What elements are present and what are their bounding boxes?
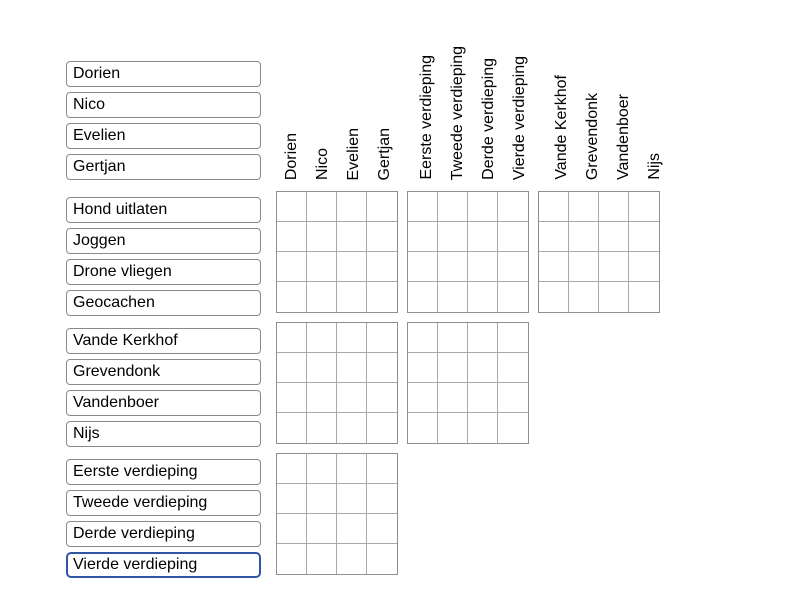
label-input-eerste-verdieping[interactable] bbox=[66, 459, 261, 485]
grid-cell[interactable] bbox=[277, 252, 307, 282]
grid-cell[interactable] bbox=[307, 484, 337, 514]
grid-cell[interactable] bbox=[629, 252, 659, 282]
col-header-tweede-verdieping: Tweede verdieping bbox=[449, 45, 467, 180]
col-header-eerste-verdieping: Eerste verdieping bbox=[418, 55, 436, 180]
col-header-nijs: Nijs bbox=[646, 153, 664, 180]
grid-cell[interactable] bbox=[307, 454, 337, 484]
grid-cell[interactable] bbox=[337, 544, 367, 574]
grid-cell[interactable] bbox=[468, 383, 498, 413]
grid-cell[interactable] bbox=[367, 353, 397, 383]
grid-cell[interactable] bbox=[498, 323, 528, 353]
grid-cell[interactable] bbox=[277, 282, 307, 312]
col-header-derde-verdieping: Derde verdieping bbox=[480, 58, 498, 180]
label-input-derde-verdieping[interactable] bbox=[66, 521, 261, 547]
grid-cell[interactable] bbox=[468, 323, 498, 353]
grid-cell[interactable] bbox=[337, 484, 367, 514]
grid-cell[interactable] bbox=[498, 192, 528, 222]
grid-cell[interactable] bbox=[629, 192, 659, 222]
grid-block-activities-names bbox=[276, 191, 398, 313]
grid-cell[interactable] bbox=[498, 222, 528, 252]
row-labels-floors bbox=[66, 453, 261, 578]
grid-cell[interactable] bbox=[438, 353, 468, 383]
grid-cell[interactable] bbox=[408, 222, 438, 252]
grid-cell[interactable] bbox=[408, 413, 438, 443]
col-header-vande-kerkhof: Vande Kerkhof bbox=[553, 75, 571, 180]
grid-cell[interactable] bbox=[629, 222, 659, 252]
label-input-geocachen[interactable] bbox=[66, 290, 261, 316]
grid-cell[interactable] bbox=[337, 192, 367, 222]
grid-cell[interactable] bbox=[307, 383, 337, 413]
grid-cell[interactable] bbox=[307, 544, 337, 574]
grid-cell[interactable] bbox=[337, 323, 367, 353]
label-input-vierde-verdieping-focused[interactable] bbox=[66, 552, 261, 578]
grid-cell[interactable] bbox=[307, 323, 337, 353]
grid-cell[interactable] bbox=[438, 323, 468, 353]
grid-cell[interactable] bbox=[468, 222, 498, 252]
label-input-evelien[interactable] bbox=[66, 123, 261, 149]
grid-cell[interactable] bbox=[408, 282, 438, 312]
grid-cell[interactable] bbox=[498, 413, 528, 443]
grid-cell[interactable] bbox=[468, 192, 498, 222]
column-header-group-names bbox=[276, 8, 401, 180]
grid-cell[interactable] bbox=[498, 383, 528, 413]
section-activities bbox=[66, 191, 800, 316]
col-header-gertjan: Gertjan bbox=[376, 127, 394, 180]
label-input-drone-vliegen[interactable] bbox=[66, 259, 261, 285]
grid-cell[interactable] bbox=[408, 323, 438, 353]
section-surnames bbox=[66, 322, 800, 447]
grid-cell[interactable] bbox=[367, 323, 397, 353]
grid-cell[interactable] bbox=[367, 383, 397, 413]
grid-cell[interactable] bbox=[307, 222, 337, 252]
label-input-vande-kerkhof[interactable] bbox=[66, 328, 261, 354]
grid-cell[interactable] bbox=[277, 383, 307, 413]
grid-cell[interactable] bbox=[367, 484, 397, 514]
grid-cell[interactable] bbox=[438, 413, 468, 443]
label-input-dorien[interactable] bbox=[66, 61, 261, 87]
grid-cell[interactable] bbox=[408, 252, 438, 282]
col-header-evelien: Evelien bbox=[345, 127, 363, 180]
blocks-surnames bbox=[276, 322, 529, 447]
header-row bbox=[66, 8, 800, 180]
blocks-activities bbox=[276, 191, 660, 316]
grid-cell[interactable] bbox=[569, 222, 599, 252]
label-input-nico[interactable] bbox=[66, 92, 261, 118]
col-header-nico: Nico bbox=[314, 147, 332, 180]
grid-cell[interactable] bbox=[599, 252, 629, 282]
grid-cell[interactable] bbox=[367, 222, 397, 252]
row-labels-activities bbox=[66, 191, 261, 316]
grid-cell[interactable] bbox=[277, 222, 307, 252]
grid-cell[interactable] bbox=[277, 514, 307, 544]
grid-cell[interactable] bbox=[367, 514, 397, 544]
grid-cell[interactable] bbox=[539, 192, 569, 222]
grid-cell[interactable] bbox=[438, 383, 468, 413]
grid-cell[interactable] bbox=[408, 383, 438, 413]
label-input-tweede-verdieping[interactable] bbox=[66, 490, 261, 516]
blocks-floors bbox=[276, 453, 398, 578]
grid-cell[interactable] bbox=[539, 252, 569, 282]
grid-cell[interactable] bbox=[408, 192, 438, 222]
grid-cell[interactable] bbox=[277, 353, 307, 383]
label-input-joggen[interactable] bbox=[66, 228, 261, 254]
grid-cell[interactable] bbox=[337, 454, 367, 484]
grid-cell[interactable] bbox=[599, 222, 629, 252]
grid-cell[interactable] bbox=[277, 413, 307, 443]
grid-cell[interactable] bbox=[277, 323, 307, 353]
grid-cell[interactable] bbox=[599, 282, 629, 312]
grid-cell[interactable] bbox=[539, 282, 569, 312]
label-input-grevendonk[interactable] bbox=[66, 359, 261, 385]
logic-puzzle-grid bbox=[66, 8, 800, 578]
grid-block-activities-surnames bbox=[538, 191, 660, 313]
section-floors bbox=[66, 453, 800, 578]
grid-cell[interactable] bbox=[498, 282, 528, 312]
grid-cell[interactable] bbox=[337, 413, 367, 443]
corner-name-inputs bbox=[66, 61, 261, 180]
grid-block-activities-floors bbox=[407, 191, 529, 313]
grid-cell[interactable] bbox=[438, 222, 468, 252]
grid-cell[interactable] bbox=[629, 282, 659, 312]
column-header-group-floors bbox=[411, 8, 536, 180]
grid-cell[interactable] bbox=[337, 252, 367, 282]
grid-cell[interactable] bbox=[337, 383, 367, 413]
grid-block-surnames-names bbox=[276, 322, 398, 444]
grid-cell[interactable] bbox=[367, 544, 397, 574]
grid-cell[interactable] bbox=[277, 192, 307, 222]
grid-cell[interactable] bbox=[438, 192, 468, 222]
grid-cell[interactable] bbox=[569, 252, 599, 282]
grid-cell[interactable] bbox=[468, 282, 498, 312]
grid-cell[interactable] bbox=[337, 222, 367, 252]
grid-block-floors-names bbox=[276, 453, 398, 575]
row-labels-surnames bbox=[66, 322, 261, 447]
grid-cell[interactable] bbox=[277, 544, 307, 574]
grid-cell[interactable] bbox=[599, 192, 629, 222]
grid-cell[interactable] bbox=[468, 413, 498, 443]
grid-cell[interactable] bbox=[307, 252, 337, 282]
grid-cell[interactable] bbox=[367, 282, 397, 312]
grid-cell[interactable] bbox=[277, 484, 307, 514]
grid-cell[interactable] bbox=[367, 454, 397, 484]
col-header-grevendonk: Grevendonk bbox=[584, 92, 602, 180]
grid-cell[interactable] bbox=[307, 413, 337, 443]
grid-cell[interactable] bbox=[367, 192, 397, 222]
grid-cell[interactable] bbox=[367, 413, 397, 443]
grid-cell[interactable] bbox=[539, 222, 569, 252]
grid-cell[interactable] bbox=[337, 282, 367, 312]
grid-cell[interactable] bbox=[468, 252, 498, 282]
grid-cell[interactable] bbox=[438, 282, 468, 312]
label-input-vandenboer[interactable] bbox=[66, 390, 261, 416]
grid-cell[interactable] bbox=[367, 252, 397, 282]
grid-cell[interactable] bbox=[307, 353, 337, 383]
col-header-vierde-verdieping: Vierde verdieping bbox=[511, 55, 529, 180]
grid-cell[interactable] bbox=[498, 252, 528, 282]
grid-cell[interactable] bbox=[468, 353, 498, 383]
grid-cell[interactable] bbox=[438, 252, 468, 282]
grid-cell[interactable] bbox=[569, 192, 599, 222]
grid-cell[interactable] bbox=[498, 353, 528, 383]
column-header-group-surnames bbox=[546, 8, 671, 180]
grid-cell[interactable] bbox=[408, 353, 438, 383]
grid-cell[interactable] bbox=[277, 454, 307, 484]
grid-cell[interactable] bbox=[337, 514, 367, 544]
column-headers bbox=[276, 8, 671, 180]
grid-cell[interactable] bbox=[337, 353, 367, 383]
label-input-hond-uitlaten[interactable] bbox=[66, 197, 261, 223]
grid-cell[interactable] bbox=[307, 192, 337, 222]
col-header-vandenboer: Vandenboer bbox=[615, 94, 633, 180]
label-input-nijs[interactable] bbox=[66, 421, 261, 447]
grid-cell[interactable] bbox=[307, 282, 337, 312]
label-input-gertjan[interactable] bbox=[66, 154, 261, 180]
grid-cell[interactable] bbox=[307, 514, 337, 544]
grid-cell[interactable] bbox=[569, 282, 599, 312]
col-header-dorien: Dorien bbox=[283, 132, 301, 180]
grid-block-surnames-floors bbox=[407, 322, 529, 444]
